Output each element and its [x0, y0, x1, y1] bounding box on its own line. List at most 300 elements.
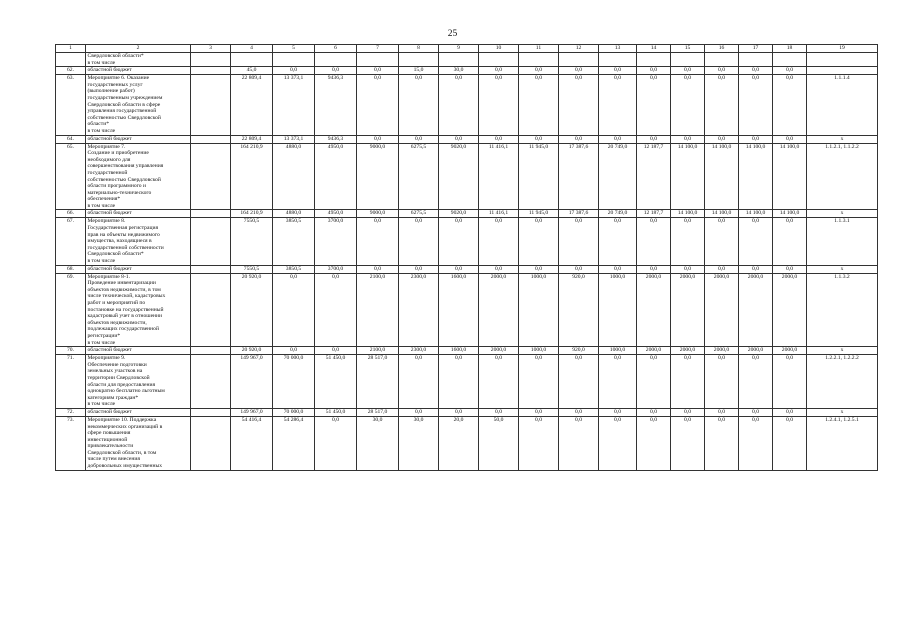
- activity-name-line: привлекательности: [87, 443, 134, 450]
- amount-cell: 1000,0: [519, 273, 559, 347]
- amount-cell: 0,0: [739, 416, 773, 470]
- column-3-cell: [191, 143, 231, 210]
- row-number: 65.: [56, 143, 86, 210]
- amount-cell: 0,0: [773, 67, 807, 75]
- amount-cell: 2300,0: [399, 347, 439, 355]
- amount-cell: 920,0: [559, 347, 599, 355]
- target-indicator-cell: [807, 53, 878, 67]
- activity-name-line: Свердловской области*: [87, 251, 144, 258]
- activity-name-line: числе путем внесения: [87, 456, 140, 463]
- amount-cell: 0,0: [671, 265, 705, 273]
- column-number-row: [56, 45, 878, 53]
- amount-cell: [479, 53, 519, 67]
- amount-cell: 4950,0: [315, 143, 357, 210]
- amount-cell: 0,0: [671, 75, 705, 135]
- activity-name: [86, 416, 191, 470]
- amount-cell: 0,0: [637, 416, 671, 470]
- amount-cell: 0,0: [273, 347, 315, 355]
- amount-cell: 0,0: [479, 135, 519, 143]
- amount-cell: 0,0: [559, 355, 599, 409]
- amount-cell: 20 920,0: [231, 347, 273, 355]
- amount-cell: [231, 53, 273, 67]
- amount-cell: 0,0: [705, 416, 739, 470]
- column-number: 7: [357, 45, 399, 53]
- amount-cell: 0,0: [637, 75, 671, 135]
- target-indicator-cell: 1.2.4.1, 1.2.5.1: [807, 416, 878, 470]
- amount-cell: 0,0: [479, 218, 519, 265]
- activity-name-line: инвестиционной: [87, 436, 128, 443]
- activity-name: [86, 135, 191, 143]
- activity-name-line: кадастровый учет в отношении: [87, 313, 163, 320]
- activity-name-line: областной бюджет: [87, 210, 132, 217]
- row-number: 69.: [56, 273, 86, 347]
- amount-cell: 13 373,1: [273, 135, 315, 143]
- amount-cell: [773, 53, 807, 67]
- amount-cell: 3850,5: [273, 218, 315, 265]
- column-number: 17: [739, 45, 773, 53]
- row-number: 67.: [56, 218, 86, 265]
- activity-name: [86, 67, 191, 75]
- amount-cell: [637, 53, 671, 67]
- amount-cell: 14 100,0: [671, 143, 705, 210]
- amount-cell: 0,0: [357, 75, 399, 135]
- activity-name-line: в том числе: [87, 339, 116, 346]
- amount-cell: 6275,5: [399, 210, 439, 218]
- amount-cell: 50,0: [479, 416, 519, 470]
- column-number: 14: [637, 45, 671, 53]
- amount-cell: 0,0: [559, 218, 599, 265]
- activity-name-line: государственным учреждением: [87, 94, 163, 101]
- activity-name-line: областной бюджет: [87, 265, 132, 272]
- amount-cell: 9436,3: [315, 75, 357, 135]
- activity-name-line: областной бюджет: [87, 347, 132, 354]
- amount-cell: 0,0: [315, 67, 357, 75]
- activity-name-line: добровольных имущественных: [87, 463, 163, 470]
- amount-cell: 0,0: [479, 355, 519, 409]
- activity-name-line: областной бюджет: [87, 408, 132, 415]
- amount-cell: 28 517,0: [357, 355, 399, 409]
- activity-name-line: государственных услуг: [87, 81, 143, 88]
- amount-cell: 9020,0: [439, 210, 479, 218]
- amount-cell: 2000,0: [739, 347, 773, 355]
- amount-cell: 22 809,4: [231, 135, 273, 143]
- amount-cell: 0,0: [599, 75, 637, 135]
- column-3-cell: [191, 347, 231, 355]
- amount-cell: 0,0: [599, 355, 637, 409]
- activity-name-line: прав на объекты недвижимого: [87, 231, 160, 238]
- amount-cell: 0,0: [479, 265, 519, 273]
- table-row: [56, 53, 878, 67]
- row-number: 64.: [56, 135, 86, 143]
- amount-cell: 0,0: [559, 408, 599, 416]
- amount-cell: 0,0: [399, 218, 439, 265]
- amount-cell: 30,0: [399, 416, 439, 470]
- amount-cell: 2000,0: [479, 347, 519, 355]
- amount-cell: 0,0: [439, 135, 479, 143]
- activity-name-line: управления государственной: [87, 108, 157, 115]
- activity-name-line: Мероприятие 9.: [87, 355, 126, 362]
- amount-cell: 3700,0: [315, 218, 357, 265]
- amount-cell: 51 450,0: [315, 355, 357, 409]
- amount-cell: 14 100,0: [739, 210, 773, 218]
- amount-cell: 0,0: [519, 67, 559, 75]
- amount-cell: [739, 53, 773, 67]
- amount-cell: 2000,0: [479, 273, 519, 347]
- amount-cell: 14 100,0: [671, 210, 705, 218]
- amount-cell: 7550,5: [231, 218, 273, 265]
- amount-cell: 0,0: [637, 67, 671, 75]
- amount-cell: 0,0: [705, 67, 739, 75]
- amount-cell: 2000,0: [773, 347, 807, 355]
- amount-cell: 17 387,6: [559, 143, 599, 210]
- amount-cell: 70 000,0: [273, 355, 315, 409]
- column-number: 2: [86, 45, 191, 53]
- activity-name-line: собственностью Свердловской: [87, 114, 161, 121]
- column-3-cell: [191, 75, 231, 135]
- amount-cell: 920,0: [559, 273, 599, 347]
- activity-name-line: работ и мероприятий по: [87, 300, 146, 306]
- amount-cell: 30,0: [357, 416, 399, 470]
- amount-cell: 0,0: [479, 408, 519, 416]
- amount-cell: 2000,0: [637, 273, 671, 347]
- activity-name-line: собственностью Свердловской: [87, 176, 161, 183]
- activity-name-line: числе технической, кадастровых: [87, 293, 166, 300]
- amount-cell: 0,0: [671, 135, 705, 143]
- amount-cell: 11 416,1: [479, 210, 519, 218]
- amount-cell: 0,0: [773, 416, 807, 470]
- amount-cell: 0,0: [739, 135, 773, 143]
- activity-name-line: области для предоставления: [87, 381, 156, 388]
- activity-name-line: Проведение инвентаризации: [87, 280, 156, 287]
- amount-cell: 14 100,0: [705, 143, 739, 210]
- amount-cell: 0,0: [705, 218, 739, 265]
- activity-name-line: области*: [87, 121, 109, 128]
- activity-name-line: материально-технического: [87, 189, 152, 196]
- amount-cell: 0,0: [519, 75, 559, 135]
- amount-cell: 4880,0: [273, 210, 315, 218]
- activity-name-line: государственной: [87, 169, 128, 176]
- amount-cell: 0,0: [519, 218, 559, 265]
- target-indicator-cell: 1.1.3.1: [807, 218, 878, 265]
- activity-name-line: земельных участков на: [87, 368, 143, 375]
- amount-cell: 2000,0: [671, 347, 705, 355]
- column-number: 12: [559, 45, 599, 53]
- activity-name-line: Свердловской области*: [87, 53, 144, 59]
- amount-cell: 0,0: [671, 416, 705, 470]
- amount-cell: 2000,0: [739, 273, 773, 347]
- amount-cell: 0,0: [739, 265, 773, 273]
- column-number: 8: [399, 45, 439, 53]
- amount-cell: 0,0: [439, 355, 479, 409]
- amount-cell: 0,0: [519, 408, 559, 416]
- amount-cell: 11 945,0: [519, 210, 559, 218]
- column-3-cell: [191, 53, 231, 67]
- amount-cell: 0,0: [637, 265, 671, 273]
- amount-cell: 164 210,9: [231, 143, 273, 210]
- amount-cell: 20 749,0: [599, 210, 637, 218]
- activity-name-line: категориям граждан*: [87, 394, 139, 401]
- row-number: 72.: [56, 408, 86, 416]
- activity-name-line: объектов недвижимости, в том: [87, 286, 161, 293]
- amount-cell: 0,0: [705, 75, 739, 135]
- amount-cell: 70 000,0: [273, 408, 315, 416]
- row-number: 70.: [56, 347, 86, 355]
- amount-cell: 0,0: [399, 408, 439, 416]
- activity-name: [86, 347, 191, 355]
- amount-cell: [599, 53, 637, 67]
- amount-cell: 20 749,0: [599, 143, 637, 210]
- activity-name-line: подлежащих государственной: [87, 326, 159, 333]
- target-indicator-cell: х: [807, 347, 878, 355]
- amount-cell: 13 373,1: [273, 75, 315, 135]
- amount-cell: 0,0: [637, 408, 671, 416]
- amount-cell: 14 100,0: [705, 210, 739, 218]
- activity-name: [86, 265, 191, 273]
- budget-table: [55, 44, 878, 471]
- amount-cell: 0,0: [599, 416, 637, 470]
- amount-cell: 45,0: [231, 67, 273, 75]
- amount-cell: 0,0: [439, 265, 479, 273]
- table-body: [56, 45, 878, 471]
- activity-name-line: однократно бесплатно льготным: [87, 388, 165, 395]
- amount-cell: 0,0: [739, 218, 773, 265]
- amount-cell: 0,0: [315, 273, 357, 347]
- table-row: [56, 416, 878, 470]
- amount-cell: 0,0: [671, 408, 705, 416]
- amount-cell: 0,0: [599, 408, 637, 416]
- amount-cell: 0,0: [599, 135, 637, 143]
- row-number: 68.: [56, 265, 86, 273]
- amount-cell: 164 210,9: [231, 210, 273, 218]
- table-row: [56, 135, 878, 143]
- activity-name-line: в том числе: [87, 401, 116, 408]
- activity-name-line: областной бюджет: [87, 135, 132, 142]
- amount-cell: 0,0: [705, 408, 739, 416]
- amount-cell: 149 967,0: [231, 408, 273, 416]
- amount-cell: 14 100,0: [773, 143, 807, 210]
- amount-cell: 9000,0: [357, 210, 399, 218]
- amount-cell: 30,0: [439, 67, 479, 75]
- amount-cell: 0,0: [599, 265, 637, 273]
- amount-cell: 1000,0: [599, 347, 637, 355]
- activity-name-line: необходимого для: [87, 156, 131, 163]
- amount-cell: 0,0: [773, 135, 807, 143]
- table-row: [56, 273, 878, 347]
- column-3-cell: [191, 135, 231, 143]
- activity-name-line: сфере повышения: [87, 430, 131, 437]
- activity-name-line: области программного и: [87, 183, 146, 190]
- column-number: 16: [705, 45, 739, 53]
- amount-cell: 0,0: [773, 355, 807, 409]
- target-indicator-cell: 1.1.1.4: [807, 75, 878, 135]
- amount-cell: 0,0: [439, 75, 479, 135]
- column-number: 6: [315, 45, 357, 53]
- table-row: [56, 355, 878, 409]
- amount-cell: 0,0: [273, 273, 315, 347]
- table-row: [56, 143, 878, 210]
- amount-cell: 3850,5: [273, 265, 315, 273]
- amount-cell: 0,0: [559, 75, 599, 135]
- amount-cell: 0,0: [705, 265, 739, 273]
- column-3-cell: [191, 265, 231, 273]
- amount-cell: 9436,3: [315, 135, 357, 143]
- amount-cell: 2000,0: [671, 273, 705, 347]
- amount-cell: 0,0: [315, 347, 357, 355]
- activity-name: [86, 355, 191, 409]
- amount-cell: 9020,0: [439, 143, 479, 210]
- column-number: 15: [671, 45, 705, 53]
- amount-cell: 0,0: [519, 265, 559, 273]
- column-number: 3: [191, 45, 231, 53]
- amount-cell: 15,0: [399, 67, 439, 75]
- activity-name: [86, 273, 191, 347]
- column-number: 11: [519, 45, 559, 53]
- activity-name-line: обеспечения*: [87, 196, 121, 203]
- amount-cell: 0,0: [357, 265, 399, 273]
- activity-name-line: областной бюджет: [87, 67, 132, 74]
- amount-cell: 149 967,0: [231, 355, 273, 409]
- activity-name-line: территории Свердловской: [87, 374, 150, 381]
- amount-cell: 0,0: [479, 75, 519, 135]
- target-indicator-cell: [807, 67, 878, 75]
- amount-cell: 0,0: [357, 218, 399, 265]
- amount-cell: 0,0: [559, 67, 599, 75]
- amount-cell: 22 809,4: [231, 75, 273, 135]
- amount-cell: 0,0: [315, 416, 357, 470]
- amount-cell: 14 100,0: [773, 210, 807, 218]
- amount-cell: 0,0: [519, 135, 559, 143]
- amount-cell: 0,0: [599, 67, 637, 75]
- column-number: 9: [439, 45, 479, 53]
- amount-cell: 12 187,7: [637, 210, 671, 218]
- amount-cell: 11 945,0: [519, 143, 559, 210]
- amount-cell: 0,0: [399, 355, 439, 409]
- amount-cell: 1600,0: [439, 273, 479, 347]
- amount-cell: 7550,5: [231, 265, 273, 273]
- activity-name-line: Государственная регистрация: [87, 225, 159, 232]
- column-number: 5: [273, 45, 315, 53]
- column-3-cell: [191, 67, 231, 75]
- amount-cell: 0,0: [559, 135, 599, 143]
- amount-cell: 0,0: [439, 218, 479, 265]
- activity-name-line: объектов недвижимости,: [87, 319, 147, 326]
- target-indicator-cell: 1.1.2.1, 1.1.2.2: [807, 143, 878, 210]
- table-row: [56, 210, 878, 218]
- amount-cell: 0,0: [671, 67, 705, 75]
- amount-cell: [519, 53, 559, 67]
- row-number: [56, 53, 86, 67]
- amount-cell: 0,0: [739, 75, 773, 135]
- table-row: [56, 75, 878, 135]
- activity-name: [86, 143, 191, 210]
- row-number: 73.: [56, 416, 86, 470]
- column-number: 13: [599, 45, 637, 53]
- column-number: 19: [807, 45, 878, 53]
- amount-cell: 3700,0: [315, 265, 357, 273]
- amount-cell: 0,0: [705, 135, 739, 143]
- amount-cell: 0,0: [357, 67, 399, 75]
- amount-cell: 0,0: [671, 355, 705, 409]
- amount-cell: 2100,0: [357, 273, 399, 347]
- activity-name-line: Свердловской области, в том: [87, 449, 157, 456]
- page-number: 25: [447, 29, 458, 39]
- column-3-cell: [191, 416, 231, 470]
- amount-cell: 17 387,6: [559, 210, 599, 218]
- row-number: 71.: [56, 355, 86, 409]
- amount-cell: 2000,0: [637, 347, 671, 355]
- column-3-cell: [191, 273, 231, 347]
- amount-cell: 54 416,4: [231, 416, 273, 470]
- target-indicator-cell: х: [807, 408, 878, 416]
- amount-cell: [315, 53, 357, 67]
- activity-name-line: постановке на государственный: [87, 306, 164, 313]
- amount-cell: 0,0: [637, 355, 671, 409]
- amount-cell: 1000,0: [519, 347, 559, 355]
- amount-cell: 0,0: [705, 355, 739, 409]
- amount-cell: [439, 53, 479, 67]
- column-3-cell: [191, 210, 231, 218]
- activity-name-line: Свердловской области в сфере: [87, 101, 161, 108]
- amount-cell: 0,0: [479, 67, 519, 75]
- amount-cell: 2000,0: [773, 273, 807, 347]
- activity-name-line: в том числе: [87, 258, 116, 265]
- amount-cell: 1000,0: [599, 273, 637, 347]
- column-3-cell: [191, 218, 231, 265]
- activity-name: [86, 210, 191, 218]
- column-number: 18: [773, 45, 807, 53]
- activity-name-line: в том числе: [87, 202, 116, 209]
- table-row: [56, 218, 878, 265]
- target-indicator-cell: х: [807, 210, 878, 218]
- activity-name: [86, 75, 191, 135]
- activity-name-line: Мероприятие 10. Поддержка: [87, 416, 157, 423]
- amount-cell: [705, 53, 739, 67]
- amount-cell: 0,0: [637, 135, 671, 143]
- amount-cell: 0,0: [399, 75, 439, 135]
- column-3-cell: [191, 408, 231, 416]
- activity-name-line: Мероприятие 7.: [87, 143, 126, 150]
- activity-name-line: государственной собственности: [87, 244, 164, 251]
- amount-cell: [559, 53, 599, 67]
- amount-cell: [357, 53, 399, 67]
- amount-cell: 0,0: [739, 67, 773, 75]
- amount-cell: 12 187,7: [637, 143, 671, 210]
- activity-name-line: Мероприятие 6. Оказание: [87, 75, 150, 82]
- column-3-cell: [191, 355, 231, 409]
- amount-cell: 28 517,0: [357, 408, 399, 416]
- activity-name-line: совершенствования управления: [87, 163, 164, 170]
- amount-cell: 0,0: [559, 265, 599, 273]
- amount-cell: 0,0: [671, 218, 705, 265]
- amount-cell: 0,0: [773, 265, 807, 273]
- amount-cell: 20,0: [439, 416, 479, 470]
- amount-cell: 0,0: [773, 75, 807, 135]
- amount-cell: 9000,0: [357, 143, 399, 210]
- target-indicator-cell: х: [807, 265, 878, 273]
- amount-cell: 0,0: [739, 408, 773, 416]
- column-number: 1: [56, 45, 86, 53]
- row-number: 66.: [56, 210, 86, 218]
- table-row: [56, 347, 878, 355]
- amount-cell: [399, 53, 439, 67]
- amount-cell: 0,0: [637, 218, 671, 265]
- amount-cell: 11 416,1: [479, 143, 519, 210]
- activity-name-line: Обеспечение подготовки: [87, 361, 147, 368]
- activity-name-line: (выполнение работ): [87, 88, 135, 95]
- column-number: 4: [231, 45, 273, 53]
- amount-cell: 54 286,4: [273, 416, 315, 470]
- amount-cell: 0,0: [439, 408, 479, 416]
